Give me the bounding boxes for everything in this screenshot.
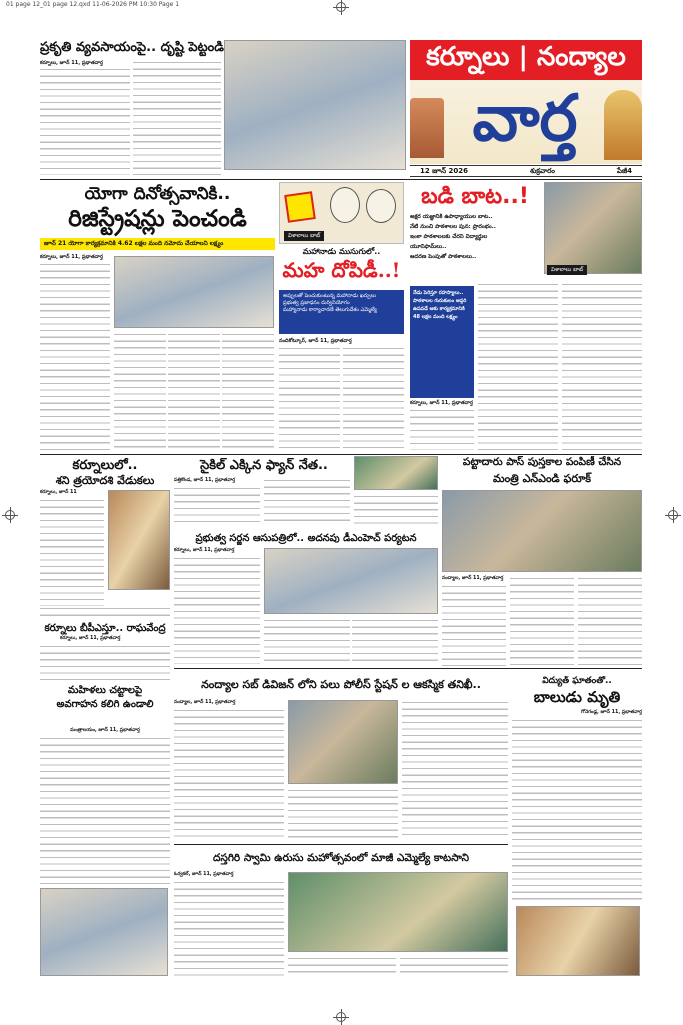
- shani-photo: [108, 490, 170, 590]
- registration-mark-icon: [668, 510, 678, 520]
- shani-headline-1: కర్నూలులో..: [72, 458, 138, 473]
- cycle-dateline: పత్తికొండ, జూన్ 11, ప్రభాతవార్త: [174, 478, 236, 483]
- school-body-text: [478, 282, 558, 450]
- boy-kicker: విద్యుత్ ఘాతంతో..: [542, 676, 612, 686]
- registration-mark-icon: [5, 510, 15, 520]
- dargah-body-text: [174, 880, 284, 978]
- shani-dateline: కర్నూలు, జూన్ 11: [40, 490, 77, 495]
- mahanadu-bullet: ప్రభుత్వ ప్రజాధనం దుర్వినియోగం: [283, 300, 350, 306]
- farming-headline: ప్రకృతి వ్యవసాయంపై.. దృష్టి పెట్టండి: [40, 40, 224, 55]
- school-dateline: కర్నూలు, జూన్ 11, ప్రభాతవార్త: [410, 400, 473, 406]
- yoga-body-text: [222, 332, 274, 450]
- beepi-headline: కర్నూలు బీపీఎస్తూ.. రాఘవేంద్ర: [44, 623, 166, 634]
- mahanadu-headline-small: మహానాడు ముసుగులో..: [302, 247, 381, 256]
- mahanadu-cartoon: [279, 182, 404, 244]
- farming-body-text: [40, 67, 130, 175]
- pattadar-photo: [442, 490, 642, 572]
- pattadar-body-text: [578, 576, 642, 666]
- cartoon-figure: [330, 187, 360, 223]
- police-dateline: నంద్యాల, జూన్ 11, ప్రభాతవార్త: [174, 700, 236, 705]
- cycle-body-text: [174, 486, 260, 526]
- school-bullet: నేటి నుంచి పాఠశాలల పున: ప్రారంభం..: [410, 224, 496, 230]
- masthead-dateline: [410, 165, 642, 177]
- boy-dateline: గోనెగండ్ల, జూన్ 11, ప్రభాతవార్త: [581, 710, 642, 715]
- hospital-dateline: కర్నూలు, జూన్ 11, ప్రభాతవార్త: [174, 548, 235, 553]
- school-sidebar: నేడు పెరిస్తూ రహస్యాలు.. పాఠశాలల గురుకులం అప్గరి ఉపవడే ఆకు కార్యక్రమానికి 48 లక్షల మంది లక్ష్యం: [410, 286, 474, 398]
- pattadar-body-text: [510, 576, 574, 666]
- pattadar-dateline: నంద్యాల, జూన్ 11, ప్రభాతవార్త: [442, 576, 504, 581]
- cycle-headline: సైకిల్ ఎక్కిన ఫ్యాన్ నేత..: [200, 458, 328, 473]
- dargah-photo: [288, 872, 508, 952]
- mahanadu-tag: విశాలాలు బాట్: [284, 231, 324, 241]
- farming-photo: [224, 40, 406, 170]
- beepi-dateline: కర్నూలు, జూన్ 11, ప్రభాతవార్త: [60, 636, 121, 641]
- hospital-photo: [264, 548, 438, 614]
- pattadar-headline-2: మంత్రి ఎన్ఎండి ఫరూక్: [492, 472, 592, 485]
- school-bullet: ఆదరణ పెంపుతో పాఠశాలలు..: [410, 254, 477, 260]
- women-headline-1: మహిళలు చట్టాలపై: [67, 685, 143, 696]
- school-photo: [544, 182, 642, 274]
- cartoon-figure: [366, 189, 396, 223]
- police-body-text: [288, 788, 398, 840]
- school-bullet: అక్షర యజ్ఞానికి ఉపాధ్యాయుల బాట..: [410, 214, 493, 220]
- women-dateline: మంత్రాలయం, జూన్ 11, ప్రభాతవార్త: [70, 728, 140, 733]
- yoga-body-text: [114, 332, 166, 450]
- school-body-text: [562, 282, 642, 450]
- yoga-photo: [114, 256, 274, 328]
- police-body-text: [174, 708, 284, 840]
- hospital-body-text: [264, 618, 350, 664]
- shani-headline-2: శని త్రయోదశి వేడుకలు: [55, 474, 155, 487]
- hospital-headline: ప్రభుత్వ సర్జన ఆసుపత్రిలో.. అదనపు డీఎంహెచ్ పర్యటన: [195, 533, 417, 544]
- pattadar-body-text: [442, 584, 506, 666]
- section-divider: [40, 179, 642, 180]
- cycle-body-text: [264, 478, 350, 526]
- school-bullets: [410, 212, 542, 262]
- fort-illustration: [410, 98, 444, 158]
- beepi-body-text: [40, 644, 170, 680]
- boy-headline: బాలుడు మృతి: [533, 688, 621, 706]
- mahanadu-body-text: [279, 346, 340, 450]
- school-body-text: [410, 408, 474, 450]
- school-headline: బడి బాట..!: [421, 184, 529, 209]
- dargah-body-text: [288, 956, 396, 978]
- school-bullet: ఇంకా పాఠశాలలకు చేరని విద్యార్థుల: [410, 234, 488, 240]
- page-number: పేజీ4: [617, 167, 632, 175]
- dargah-headline: దస్తగిరి స్వామి ఉరుసు మహోత్సవంలో మాజీ ఎమ్మెల్యే కాటసాని: [213, 852, 469, 864]
- yoga-deck: జూన్ 21 యోగా కార్యక్రమానికి 4.62 లక్షల మంది నమోదు చేయాలని లక్ష్యం: [40, 238, 275, 250]
- issue-day: శుక్రవారం: [530, 167, 555, 175]
- boy-photo: [516, 906, 640, 976]
- dargah-body-text: [400, 956, 508, 978]
- mahanadu-body-text: [343, 346, 404, 450]
- dargah-dateline: ఓర్వకల్, జూన్ 11, ప్రభాతవార్త: [174, 872, 234, 877]
- yoga-body-text: [168, 332, 220, 450]
- masthead-logo-panel: [410, 80, 642, 164]
- shani-body-text: [40, 498, 104, 606]
- section-divider: [174, 668, 642, 669]
- hospital-body-text: [174, 556, 260, 664]
- yoga-dateline: కర్నూలు, జూన్ 11, ప్రభాతవార్త: [40, 254, 103, 260]
- pattadar-headline-1: పట్టాదారు పాస్ పుస్తకాల పంపిణీ చేసిన: [462, 456, 622, 468]
- police-headline: నంద్యాల సబ్ డివిజన్ లోని పలు పోలీస్ స్టేషన్ ల ఆకస్మిక తనిఖీ..: [201, 678, 481, 691]
- farming-body-text: [133, 60, 221, 175]
- paper-name-logo: వార్త: [472, 81, 578, 156]
- masthead-region: కర్నూలు | నంద్యాల: [410, 40, 642, 80]
- farming-dateline: కర్నూలు, జూన్ 11, ప్రభాతవార్త: [40, 60, 103, 66]
- police-photo: [288, 700, 398, 784]
- cycle-body-text: [354, 494, 438, 526]
- print-info: 01 page 12_01 page 12.qxd 11-06-2026 PM 10:30 Page 1: [6, 1, 180, 8]
- issue-date: 12 జూన్ 2026: [420, 167, 468, 175]
- police-body-text: [402, 700, 508, 840]
- yoga-headline-1: యోగా దినోత్సవానికి..: [84, 184, 231, 204]
- boy-body-text: [512, 718, 642, 902]
- section-divider: [40, 454, 642, 455]
- shani-body-text: [40, 606, 170, 618]
- section-divider: [174, 844, 508, 845]
- mahanadu-bullet: మహ్యానాడు కార్యాచారణే తెలుగుదేశం ఎమ్మెల్యే: [283, 307, 377, 313]
- yoga-body-text: [40, 262, 110, 450]
- school-bullet: యూనిఫామ్‌లు..: [410, 244, 447, 250]
- yoga-headline-2: రిజిస్ట్రేషన్లు పెంచండి: [68, 206, 247, 232]
- registration-mark-icon: [336, 2, 346, 12]
- women-body-text: [40, 736, 170, 884]
- temple-illustration: [604, 90, 642, 160]
- mahanadu-dateline: నందికోట్కూర్, జూన్ 11, ప్రభాతవార్త: [279, 338, 352, 344]
- school-tag: విశాలాలు బాట్: [547, 265, 587, 275]
- party-flag-icon: [284, 191, 316, 223]
- women-headline-2: అవగాహన కలిగి ఉండాలి: [56, 699, 154, 710]
- registration-mark-icon: [336, 1012, 346, 1022]
- mahanadu-bullet: అప్పులతో పెంచుకుంటున్న మహానాడు ఖర్చులు: [283, 293, 376, 299]
- hospital-body-text: [352, 618, 438, 664]
- mahanadu-bullets: [279, 290, 404, 334]
- women-photo: [40, 888, 168, 976]
- mahanadu-headline: మహ దోపిడీ..!: [282, 258, 401, 282]
- cycle-photo: [354, 456, 438, 490]
